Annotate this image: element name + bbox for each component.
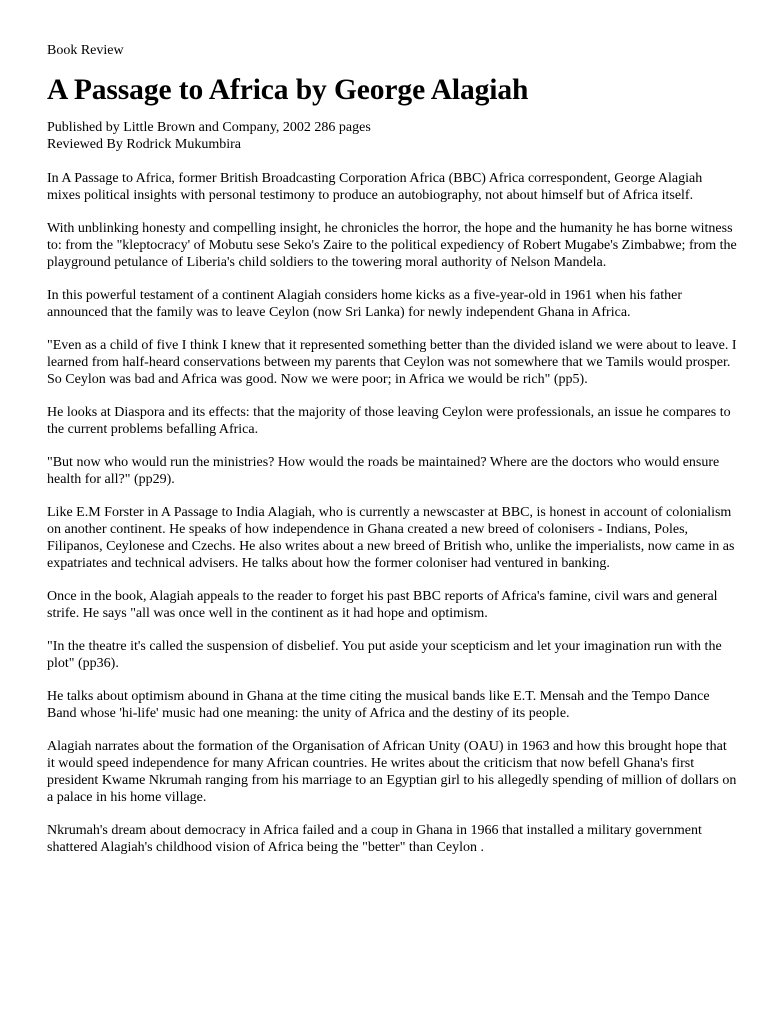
- paragraph-6: "But now who would run the ministries? How would the roads be maintained? Where are the doctors who would ensure health for all?" (pp29).: [47, 455, 720, 487]
- reviewer-line: Reviewed By Rodrick Mukumbira: [47, 137, 242, 152]
- paragraph-8: Once in the book, Alagiah appeals to the reader to forget his past BBC reports of Africa's famine, civil wars and general strife. He says "all was once well in the continent as it had hope and optimism.: [47, 589, 718, 621]
- paragraph-12: Nkrumah's dream about democracy in Africa failed and a coup in Ghana in 1966 that installed a military government shattered Alagiah's childhood vision of Africa being the "better" than Ceylon .: [47, 823, 702, 855]
- article-body: [47, 170, 737, 856]
- paragraph-1: In A Passage to Africa, former British Broadcasting Corporation Africa (BBC) Africa correspondent, George Alagiah mixes political insights with personal testimony to produce an autobiography, not about himself but of Africa itself.: [47, 171, 703, 203]
- paragraph-9: "In the theatre it's called the suspension of disbelief. You put aside your scepticism and let your imagination run with the plot" (pp36).: [47, 639, 722, 671]
- section-label: Book Review: [47, 43, 124, 58]
- paragraph-10: He talks about optimism abound in Ghana at the time citing the musical bands like E.T. Mensah and the Tempo Dance Band whose 'hi-life' music had one meaning: the unity of Africa and the destiny of its people.: [47, 689, 710, 721]
- paragraph-11: Alagiah narrates about the formation of the Organisation of African Unity (OAU) in 1963 and how this brought hope that it would speed independence for many African countries. He writes about the criticism that now befell Ghana's first president Kwame Nkrumah ranging from his marriage to an Egyptian girl to his allegedly spending of million of dollars on a palace in his home village.: [47, 739, 737, 805]
- document-page: [47, 42, 737, 872]
- paragraph-4: "Even as a child of five I think I knew that it represented something better than the divided island we were about to leave. I learned from half-heard conservations between my parents that Ceylon was not somewhere that we Tamils would prosper. So Ceylon was bad and Africa was good. Now we were poor; in Africa we would be rich" (pp5).: [47, 338, 737, 387]
- paragraph-3: In this powerful testament of a continent Alagiah considers home kicks as a five-year-old in 1961 when his father announced that the family was to leave Ceylon (now Sri Lanka) for newly independent Ghana in Africa.: [47, 288, 682, 320]
- published-line: Published by Little Brown and Company, 2002 286 pages: [47, 120, 371, 135]
- paragraph-7: Like E.M Forster in A Passage to India Alagiah, who is currently a newscaster at BBC, is honest in account of colonialism on another continent. He speaks of how independence in Ghana created a new breed of colonisers - Indians, Poles, Filipanos, Ceylonese and Czechs. He also writes about a new breed of British who, unlike the imperialists, now came in as expatriates and technical advisers. He talks about how the former coloniser had ventured in banking.: [47, 505, 735, 571]
- paragraph-2: With unblinking honesty and compelling insight, he chronicles the horror, the hope and the humanity he has borne witness to: from the "kleptocracy' of Mobutu sese Seko's Zaire to the political expediency of Robert Mugabe's Zimbabwe; from the playground petulance of Liberia's child soldiers to the towering moral authority of Nelson Mandela.: [47, 221, 737, 270]
- article-title: A Passage to Africa by George Alagiah: [47, 74, 529, 106]
- publication-info: [47, 119, 737, 153]
- paragraph-5: He looks at Diaspora and its effects: that the majority of those leaving Ceylon were professionals, an issue he compares to the current problems befalling Africa.: [47, 405, 731, 437]
